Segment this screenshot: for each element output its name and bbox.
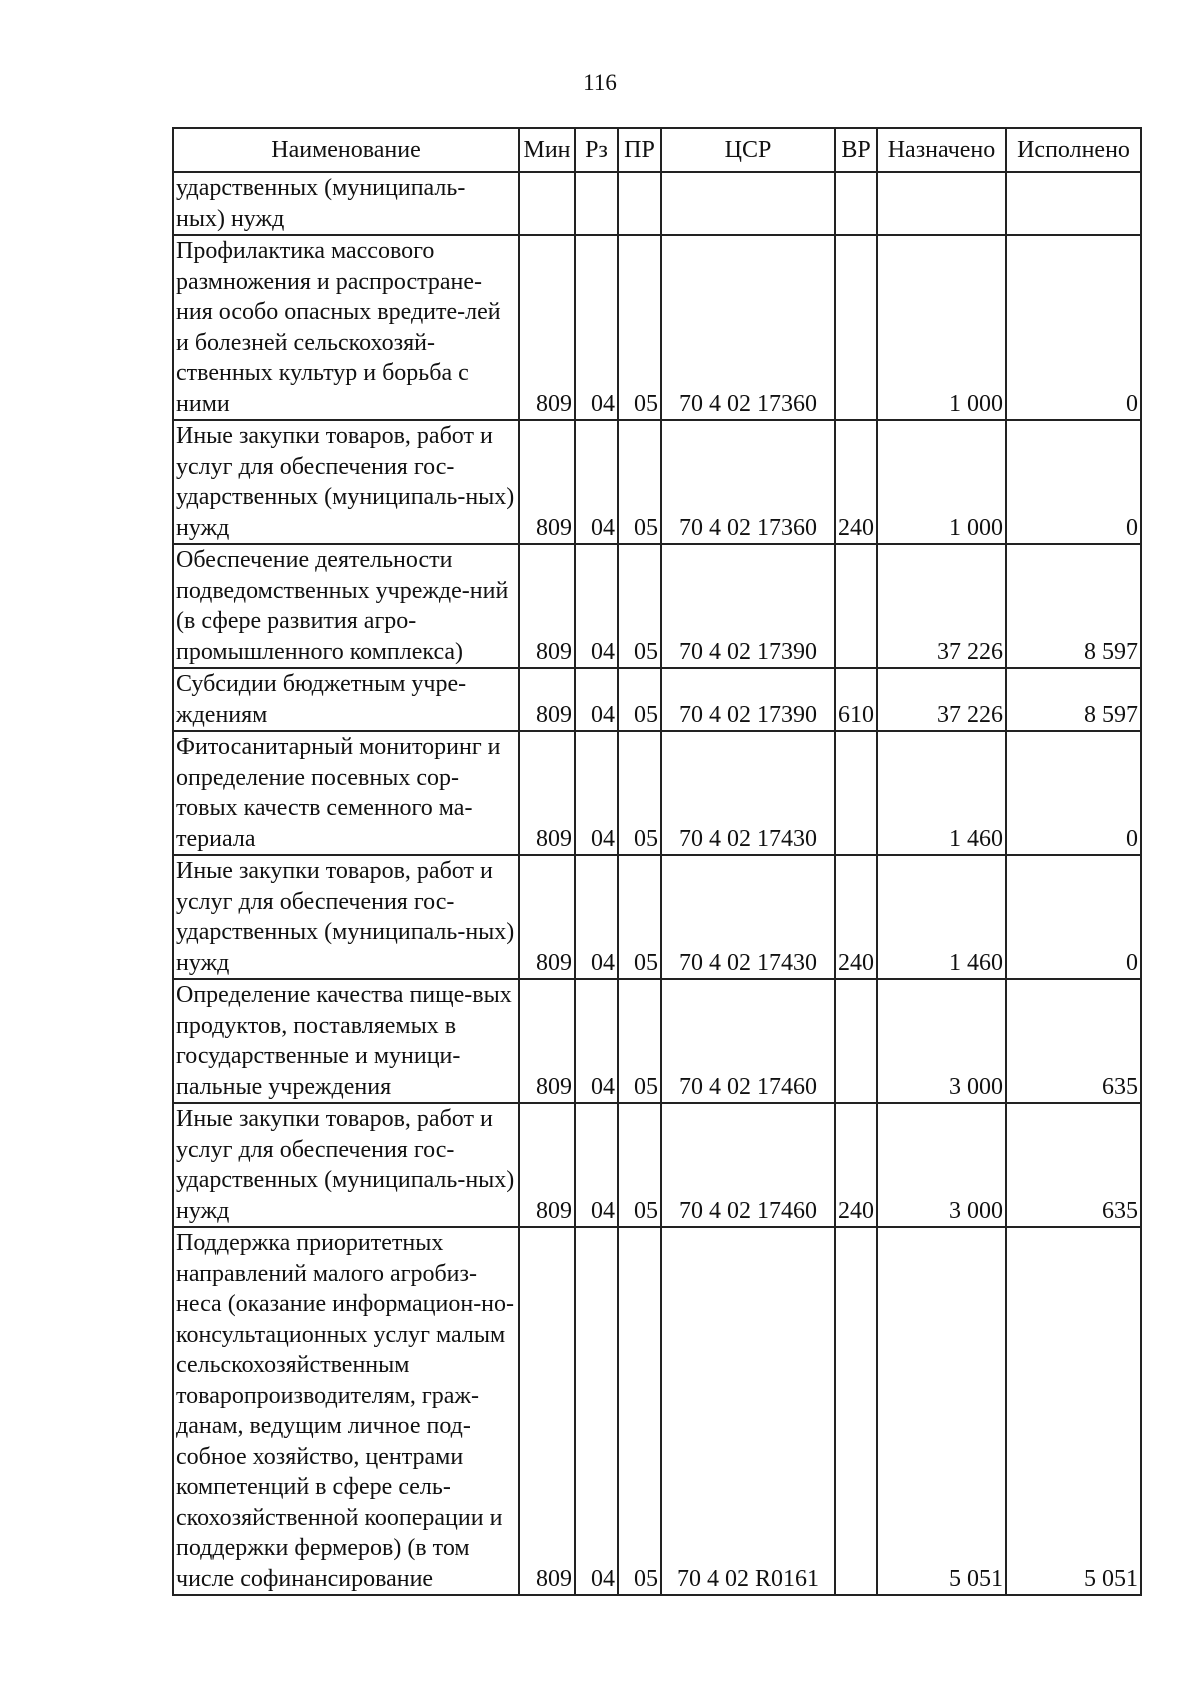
table-row xyxy=(173,855,1141,979)
cell-rz: 04 xyxy=(575,235,618,420)
cell-min xyxy=(519,172,575,235)
cell-rz xyxy=(575,172,618,235)
cell-assigned: 3 000 xyxy=(877,979,1006,1103)
table-row xyxy=(173,544,1141,668)
cell-min: 809 xyxy=(519,420,575,544)
cell-executed: 0 xyxy=(1006,420,1141,544)
cell-pr: 05 xyxy=(618,420,661,544)
cell-vr xyxy=(835,544,877,668)
cell-pr: 05 xyxy=(618,544,661,668)
cell-csr: 70 4 02 17430 xyxy=(661,731,835,855)
cell-pr: 05 xyxy=(618,1103,661,1227)
cell-assigned: 1 460 xyxy=(877,855,1006,979)
cell-csr: 70 4 02 17460 xyxy=(661,1103,835,1227)
cell-csr: 70 4 02 R0161 xyxy=(661,1227,835,1595)
cell-csr: 70 4 02 17430 xyxy=(661,855,835,979)
cell-csr: 70 4 02 17390 xyxy=(661,544,835,668)
table-row xyxy=(173,1103,1141,1227)
cell-name: ударственных (муниципаль- ных) нужд xyxy=(173,172,519,235)
cell-executed: 635 xyxy=(1006,979,1141,1103)
cell-name: Фитосанитарный мониторинг и определение посевных сор-товых качеств семенного ма-териала xyxy=(173,731,519,855)
table-row xyxy=(173,979,1141,1103)
cell-rz: 04 xyxy=(575,855,618,979)
cell-rz: 04 xyxy=(575,544,618,668)
cell-csr: 70 4 02 17360 xyxy=(661,420,835,544)
cell-name: Иные закупки товаров, работ и услуг для обеспечения гос-ударственных (муниципаль-ных) нужд xyxy=(173,1103,519,1227)
table-header-row xyxy=(173,128,1141,172)
cell-csr: 70 4 02 17390 xyxy=(661,668,835,731)
table-row xyxy=(173,1227,1141,1595)
cell-vr: 240 xyxy=(835,855,877,979)
cell-min: 809 xyxy=(519,235,575,420)
cell-executed: 5 051 xyxy=(1006,1227,1141,1595)
table-row xyxy=(173,420,1141,544)
column-header-name: Наименование xyxy=(173,128,519,172)
cell-vr: 240 xyxy=(835,1103,877,1227)
cell-pr: 05 xyxy=(618,1227,661,1595)
cell-rz: 04 xyxy=(575,1227,618,1595)
column-header-min: Мин xyxy=(519,128,575,172)
table-row xyxy=(173,731,1141,855)
cell-assigned xyxy=(877,172,1006,235)
cell-pr: 05 xyxy=(618,855,661,979)
cell-min: 809 xyxy=(519,1103,575,1227)
cell-assigned: 1 000 xyxy=(877,420,1006,544)
column-header-pr: ПР xyxy=(618,128,661,172)
cell-executed: 8 597 xyxy=(1006,668,1141,731)
cell-rz: 04 xyxy=(575,731,618,855)
cell-vr xyxy=(835,1227,877,1595)
cell-name: Определение качества пище-вых продуктов, поставляемых в государственные и муници-пальные учреждения xyxy=(173,979,519,1103)
cell-assigned: 37 226 xyxy=(877,668,1006,731)
cell-rz: 04 xyxy=(575,668,618,731)
cell-assigned: 1 460 xyxy=(877,731,1006,855)
cell-min: 809 xyxy=(519,1227,575,1595)
cell-pr xyxy=(618,172,661,235)
cell-vr xyxy=(835,979,877,1103)
cell-pr: 05 xyxy=(618,979,661,1103)
table-row xyxy=(173,172,1141,235)
column-header-vr: ВР xyxy=(835,128,877,172)
column-header-rz: Рз xyxy=(575,128,618,172)
cell-executed: 0 xyxy=(1006,731,1141,855)
cell-executed: 0 xyxy=(1006,235,1141,420)
cell-csr xyxy=(661,172,835,235)
page-number: 116 xyxy=(583,70,617,95)
cell-assigned: 3 000 xyxy=(877,1103,1006,1227)
column-header-assigned: Назначено xyxy=(877,128,1006,172)
cell-vr: 240 xyxy=(835,420,877,544)
cell-vr xyxy=(835,731,877,855)
cell-assigned: 37 226 xyxy=(877,544,1006,668)
table-row xyxy=(173,235,1141,420)
budget-table xyxy=(172,127,1142,1596)
cell-name: Иные закупки товаров, работ и услуг для обеспечения гос-ударственных (муниципаль-ных) нужд xyxy=(173,855,519,979)
cell-vr xyxy=(835,172,877,235)
table-body xyxy=(173,172,1141,1595)
cell-name: Субсидии бюджетным учре-ждениям xyxy=(173,668,519,731)
column-header-executed: Исполнено xyxy=(1006,128,1141,172)
cell-csr: 70 4 02 17360 xyxy=(661,235,835,420)
cell-csr: 70 4 02 17460 xyxy=(661,979,835,1103)
table-row xyxy=(173,668,1141,731)
cell-rz: 04 xyxy=(575,979,618,1103)
cell-assigned: 5 051 xyxy=(877,1227,1006,1595)
cell-rz: 04 xyxy=(575,1103,618,1227)
cell-min: 809 xyxy=(519,544,575,668)
column-header-csr: ЦСР xyxy=(661,128,835,172)
cell-name: Обеспечение деятельности подведомственных учрежде-ний (в сфере развития агро-промышленного комплекса) xyxy=(173,544,519,668)
cell-executed: 0 xyxy=(1006,855,1141,979)
cell-executed: 8 597 xyxy=(1006,544,1141,668)
cell-vr: 610 xyxy=(835,668,877,731)
cell-rz: 04 xyxy=(575,420,618,544)
cell-min: 809 xyxy=(519,731,575,855)
cell-executed xyxy=(1006,172,1141,235)
cell-min: 809 xyxy=(519,855,575,979)
cell-pr: 05 xyxy=(618,235,661,420)
cell-executed: 635 xyxy=(1006,1103,1141,1227)
cell-name: Иные закупки товаров, работ и услуг для обеспечения гос-ударственных (муниципаль-ных) нужд xyxy=(173,420,519,544)
cell-pr: 05 xyxy=(618,731,661,855)
cell-vr xyxy=(835,235,877,420)
cell-min: 809 xyxy=(519,979,575,1103)
cell-assigned: 1 000 xyxy=(877,235,1006,420)
cell-min: 809 xyxy=(519,668,575,731)
cell-pr: 05 xyxy=(618,668,661,731)
cell-name: Профилактика массового размножения и распростране-ния особо опасных вредите-лей и болезней сельскохозяй-ственных культур и борьба с ними xyxy=(173,235,519,420)
cell-name: Поддержка приоритетных направлений малого агробиз-неса (оказание информацион-но-консультационных услуг малым сельскохозяйственным товаропроизводителям, граж-данам, ведущим личное под-собное хозяйство, центрами компетенций в сфере сель-скохозяйственной кооперации и поддержки фермеров) (в том числе софинансирование xyxy=(173,1227,519,1595)
